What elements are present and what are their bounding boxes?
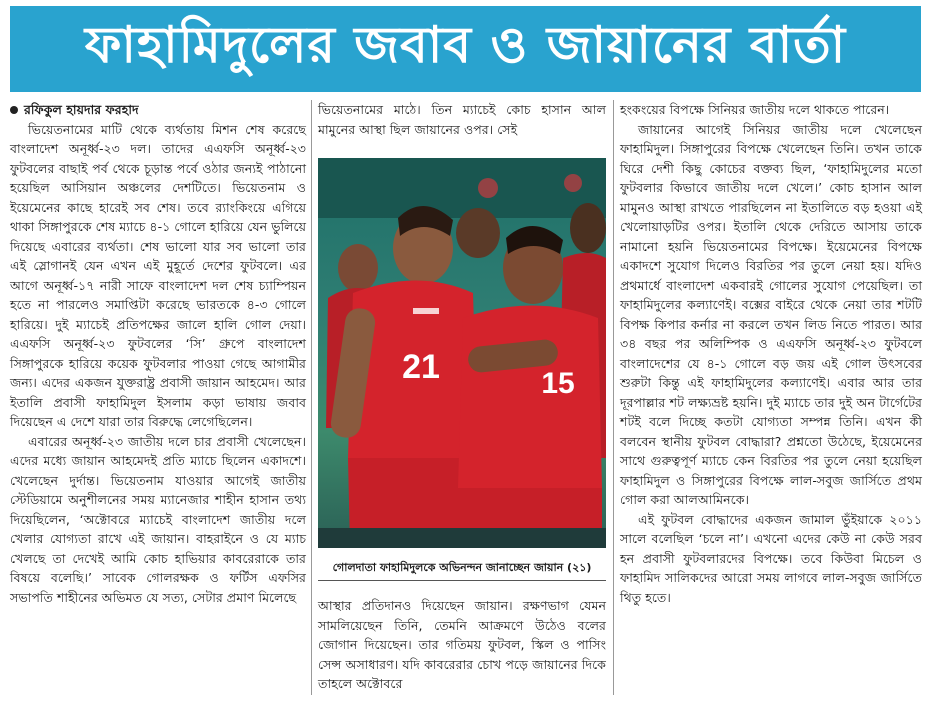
jersey-number: 21 (402, 348, 440, 386)
jersey-number: 15 (541, 367, 575, 400)
paragraph: আস্থার প্রতিদানও দিয়েছেন জায়ান। রক্ষণভাগ যেমন সামলিয়েছেন তিনি, তেমনি আক্রমণে উঠেও বলের জোগান দিয়েছেন। তার গতিময় ফুটবল, স্কিল ও পাসিং সেন্স অসাধারণ। যদি কাবরেরার চোখ পড়ে জায়ানের দিকে তাহলে অক্টোবরে (318, 598, 606, 691)
byline (10, 100, 306, 120)
article-column-2-bottom (318, 596, 606, 694)
column-divider (613, 100, 614, 695)
bullet-icon (10, 106, 18, 114)
headline-banner (10, 6, 921, 92)
article-column-2-top (318, 100, 606, 139)
news-photo (318, 158, 606, 548)
photo-caption (318, 556, 606, 581)
paragraph: ভিয়েতনামের মাঠে। তিন ম্যাচেই কোচ হাসান আল মামুনের আস্থা ছিল জায়ানের ওপর। সেই (318, 102, 606, 137)
paragraph: জায়ানের আগেই সিনিয়র জাতীয় দলে খেলেছেন ফাহামিদুল। সিঙ্গাপুরের বিপক্ষে খেলেছেন তিনি। তখন তাকে ঘিরে দেশী কিছু কোচের বক্তব্য ছিল, ‘ফাহামিদুলের মতো ফুটবলার কিভাবে জাতীয় দলে খেলে।’ কোচ হাসান আল মামুনও আস্থা রাখতে পারছিলেন না ইতালিতে বড় হওয়া এই খেলোয়াড়টির ওপর। ইতালি থেকে দেরিতে আসায় তাকে নামানো হয়নি ভিয়েতনামের বিপক্ষে। ইয়েমেনের বিপক্ষে একাদশে সুযোগ দিলেও বিরতির পর তুলে নেয়া হয়। যদিও প্রথমার্ধে বাংলাদেশ একবারই গোলের সুযোগ পেয়েছিল। তা ফাহামিদুলের কল্যাণেই। বক্সের বাইরে থেকে নেয়া তার শটটি বিপক্ষ কিপার কর্নার না করলে তখন লিড নিতে পারত। আর ৩৪ বছর পর অলিম্পিক ও এএফসি অনূর্ধ্ব-২৩ ফুটবলে বাংলাদেশের যে ৪-১ গোলে বড় জয় এই গোল উৎসবের শুরুটা কিন্তু এই ফাহামিদুলের কল্যাণেই। এবার আর তার দূরপাল্লার শট লক্ষ্যভ্রষ্ট হয়নি। দুই ম্যাচে তার দুই অন টার্গেটের শটই বলে দিচ্ছে কতটা যোগ্যতা সম্পন্ন তিনি। এখন কী বলবেন স্থানীয় ফুটবল বোদ্ধারা? প্রশ্নতো উঠেছে, ইয়েমেনের সাথে গুরুত্বপূর্ণ ম্যাচে কেন বিরতির পর তুলে নেয়া হয়েছিল ফাহামিদুল ও সিঙ্গাপুরের বিপক্ষে লাল-সবুজ জার্সিতে প্রথম গোল করা আলআমিনকে। (620, 121, 922, 507)
paragraph: এই ফুটবল বোদ্ধাদের একজন জামাল ভুঁইয়াকে ২০১১ সালে বলেছিল ‘চলে না’। এখনো এদের কেউ না কেউ সরব হন প্রবাসী ফুটবলারদের বিপক্ষে। তবে কিউবা মিচেল ও ফাহামিদ সালিকদের আরো সময় লাগবে লাল-সবুজ জার্সিতে থিতু হতে। (620, 511, 922, 605)
paragraph: হংকংয়ের বিপক্ষে সিনিয়র জাতীয় দলে থাকতে পারেন। (620, 102, 890, 117)
article-column-1 (10, 100, 306, 607)
headline: ফাহামিদুলের জবাব ও জায়ানের বার্তা (84, 15, 847, 74)
author-name: রফিকুল হায়দার ফরহাদ (24, 102, 139, 117)
paragraph: ভিয়েতনামের মাটি থেকে ব্যর্থতায় মিশন শেষ করেছে বাংলাদেশ অনূর্ধ্ব-২৩ দল। তাদের এএফসি অনূর্ধ্ব-২৩ ফুটবলের বাছাই পর্ব থেকে চূড়ান্ত পর্বে ওঠার জন্যই পাঠানো হয়েছিল আসিয়ান অঞ্চলের দেশটিতে। ভিয়েতনাম ও ইয়েমেনের কাছে হারেই সব শেষ। তবে র‍্যাংকিংয়ে এগিয়ে থাকা সিঙ্গাপুরকে শেষ ম্যাচে ৪-১ গোলে হারিয়ে যেন ভুলিয়ে দিয়েছে এবারের ব্যর্থতা। শেষ ভালো যার সব ভালো তার এই স্লোগানই যেন এখন এই মুহূর্তে দেশের ফুটবলে। এর আগে অনূর্ধ্ব-১৭ নারী সাফে বাংলাদেশ দল শেষ চ্যাম্পিয়ন হতে না পারলেও সমাপ্তিটা করেছে ভারতকে ৪-৩ গোলে হারিয়ে। দুই ম্যাচেই প্রতিপক্ষের জালে হালি গোল দেয়া। এএফসি অনূর্ধ্ব-২৩ ফুটবলের ‘সি’ গ্রুপে বাংলাদেশ সিঙ্গাপুরকে হারিয়ে কয়েক ফুটবলার পাওয়া গেছে আগামীর জন্য। এদের একজন যুক্তরাষ্ট্র প্রবাসী জায়ান আহমেদ। আর ইতালি প্রবাসী ফাহামিদুল ইসলাম কড়া ভাষায় জবাব দিয়েছেন এ দেশে যারা তার বিরুদ্ধে লেগেছিলেন। (10, 121, 306, 429)
article-column-3 (620, 100, 922, 607)
players-illustration (318, 158, 606, 548)
paragraph: এবারের অনূর্ধ্ব-২৩ জাতীয় দলে চার প্রবাসী খেলেছেন। এদের মধ্যে জায়ান আহমেদই প্রতি ম্যাচে ছিলেন একাদশে। খেলেছেন দুর্দান্ত। ভিয়েতনাম যাওয়ার আগেই জাতীয় স্টেডিয়ামে অনুশীলনের সময় ম্যানেজার শাহীন হাসান তথ্য দিয়েছিলেন, ‘অক্টোবরে ম্যাচেই বাংলাদেশ জাতীয় দলে খেলার যোগ্যতা রাখে এই জায়ান। বাহরাইনে ও যে ম্যাচ খেলছে তা দেখেই আমি কোচ হাভিয়ার কাবরেরাকে তার বিষয়ে বলেছি।’ সাবেক গোলরক্ষক ও ফর্টিস এফসির সভাপতি শাহীনের অভিমত যে সত্য, সেটার প্রমাণ মিলেছে (10, 433, 306, 605)
caption-text: গোলদাতা ফাহামিদুলকে অভিনন্দন জানাচ্ছেন জায়ান (২১) (332, 560, 592, 574)
column-divider (311, 100, 312, 695)
